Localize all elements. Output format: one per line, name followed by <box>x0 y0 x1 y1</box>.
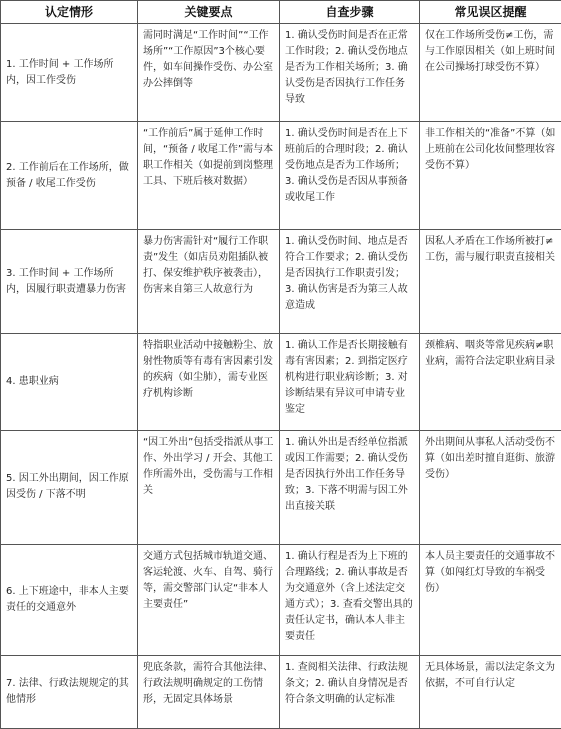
scenario-cell <box>1 122 138 230</box>
table-header <box>1 1 561 24</box>
header-self-check-steps: 自查步骤 <box>280 1 420 24</box>
steps-cell <box>280 655 420 728</box>
pitfalls-cell <box>420 230 561 334</box>
scenario-text: 7. 法律、行政法规规定的其他情形 <box>6 677 129 705</box>
key-points-cell <box>138 122 280 230</box>
steps-cell <box>280 24 420 122</box>
table-row <box>1 122 561 230</box>
scenario-text: 2. 工作前后在工作场所，做预备 / 收尾工作受伤 <box>6 161 129 189</box>
key-points-cell <box>138 655 280 728</box>
scenario-text: 5. 因工外出期间，因工作原因受伤 / 下落不明 <box>6 473 129 501</box>
scenario-text: 4. 患职业病 <box>6 375 59 387</box>
steps-text: 1. 确认受伤时间是否在正常工作时段；2. 确认受伤地点是否为工作相关场所；3. 确认受伤是否因执行工作任务导致 <box>285 30 408 105</box>
steps-cell <box>280 122 420 230</box>
table-row <box>1 544 561 655</box>
pitfalls-cell <box>420 24 561 122</box>
key-points-text: 兜底条款，需符合其他法律、行政法规明确规定的工伤情形，无固定具体场景 <box>143 661 273 705</box>
header-row <box>1 1 561 24</box>
pitfalls-text: 非工作相关的“准备”不算（如上班前在公司化妆间整理妆容受伤不算） <box>425 128 556 172</box>
scenario-cell <box>1 544 138 655</box>
key-points-cell <box>138 24 280 122</box>
table-body <box>1 24 561 729</box>
table-row <box>1 24 561 122</box>
scenario-text: 6. 上下班途中，非本人主要责任的交通意外 <box>6 585 129 613</box>
table-row <box>1 230 561 334</box>
steps-text: 1. 确认行程是否为上下班的合理路线；2. 确认事故是否为交通意外（含上述法定交通方式）；3. 查看交警出具的责任认定书，确认本人非主要责任 <box>285 550 413 642</box>
scenario-cell <box>1 430 138 544</box>
table-row <box>1 655 561 728</box>
key-points-cell <box>138 544 280 655</box>
key-points-text: 交通方式包括城市轨道交通、客运轮渡、火车、自驾、骑行等，需交警部门认定“非本人主要责任” <box>143 550 273 610</box>
pitfalls-text: 无具体场景，需以法定条文为依据，不可自行认定 <box>425 661 555 689</box>
pitfalls-text: 颈椎病、咽炎等常见疾病≠职业病，需符合法定职业病目录 <box>425 340 555 368</box>
pitfalls-cell <box>420 655 561 728</box>
steps-text: 1. 确认受伤时间、地点是否符合工作要求；2. 确认受伤是否因执行工作职责引发；3. 确认伤害是否为第三人故意造成 <box>285 236 408 312</box>
pitfalls-text: 因私人矛盾在工作场所被打≠工伤，需与履行职责直接相关 <box>425 236 555 264</box>
steps-cell <box>280 230 420 334</box>
scenario-cell <box>1 24 138 122</box>
key-points-text: 需同时满足“工作时间”“工作场所”“工作原因”3个核心要件，如车间操作受伤、办公室办公摔倒等 <box>143 30 273 89</box>
header-scenario: 认定情形 <box>1 1 138 24</box>
steps-text: 1. 查阅相关法律、行政法规条文；2. 确认自身情况是否符合条文明确的认定标准 <box>285 661 408 705</box>
steps-cell <box>280 430 420 544</box>
steps-text: 1. 确认外出是否经单位指派或因工作需要；2. 确认受伤是否因执行外出工作任务导致；3. 下落不明需与因工外出直接关联 <box>285 436 408 512</box>
key-points-text: 暴力伤害需针对“履行工作职责”发生（如店员劝阻插队被打、保安维护秩序被袭击），伤害来自第三人故意行为 <box>143 236 269 296</box>
key-points-text: “工作前后”属于延伸工作时间，“预备 / 收尾工作”需与本职工作相关（如提前到岗整理工具、下班后核对数据） <box>143 128 274 188</box>
scenario-cell <box>1 230 138 334</box>
scenario-text: 1. 工作时间 + 工作场所内，因工作受伤 <box>6 58 114 86</box>
steps-cell <box>280 334 420 430</box>
pitfalls-cell <box>420 544 561 655</box>
scenario-text: 3. 工作时间 + 工作场所内，因履行职责遭暴力伤害 <box>6 267 126 295</box>
pitfalls-cell <box>420 122 561 230</box>
header-common-pitfalls: 常见误区提醒 <box>420 1 561 24</box>
key-points-cell <box>138 334 280 430</box>
pitfalls-cell <box>420 334 561 430</box>
pitfalls-text: 本人员主要责任的交通事故不算（如闯红灯导致的车祸受伤） <box>425 550 555 594</box>
key-points-text: 特指职业活动中接触粉尘、放射性物质等有毒有害因素引发的疾病（如尘肺），需专业医疗机构诊断 <box>143 340 273 400</box>
steps-text: 1. 确认受伤时间是否在上下班前后的合理时段；2. 确认受伤地点是否为工作场所；3. 确认受伤是否因从事预备或收尾工作 <box>285 128 408 204</box>
table-row <box>1 334 561 430</box>
key-points-cell <box>138 230 280 334</box>
key-points-text: “因工外出”包括受指派从事工作、外出学习 / 开会、其他工作所需外出，受伤需与工作相关 <box>143 436 274 496</box>
pitfalls-text: 外出期间从事私人活动受伤不算（如出差时擅自逛街、旅游受伤） <box>425 436 555 480</box>
table-row <box>1 430 561 544</box>
steps-text: 1. 确认工作是否长期接触有毒有害因素；2. 到指定医疗机构进行职业病诊断；3. 对诊断结果有异议可申请专业鉴定 <box>285 340 408 416</box>
key-points-cell <box>138 430 280 544</box>
scenario-cell <box>1 334 138 430</box>
scenario-cell <box>1 655 138 728</box>
steps-cell <box>280 544 420 655</box>
pitfalls-cell <box>420 430 561 544</box>
header-key-points: 关键要点 <box>138 1 280 24</box>
pitfalls-text: 仅在工作场所受伤≠工伤，需与工作原因相关（如上班时间在公司操场打球受伤不算） <box>425 30 555 73</box>
